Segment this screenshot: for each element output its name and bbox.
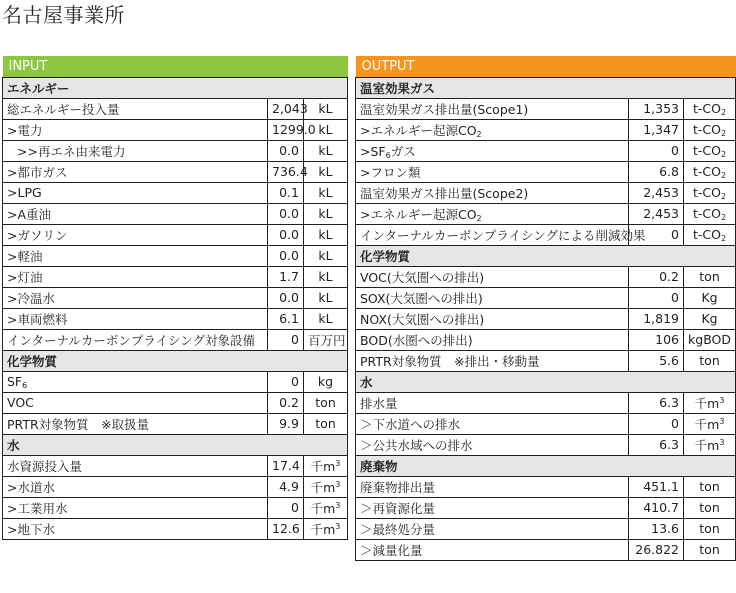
row-unit-superscript: 3 — [719, 437, 725, 447]
row-value: 106 — [629, 329, 684, 350]
table-row — [356, 203, 736, 224]
table-row — [3, 140, 348, 161]
table-row — [356, 413, 736, 434]
row-unit-superscript: 3 — [335, 521, 341, 531]
row-label — [3, 455, 268, 476]
section-row — [356, 371, 736, 392]
row-label-text: >フロン類 — [360, 164, 421, 180]
row-label — [3, 497, 268, 518]
row-unit — [684, 140, 736, 161]
row-label-text: >LPG — [7, 185, 42, 200]
output-header-row — [356, 56, 736, 77]
row-unit-text: t-CO — [692, 121, 721, 137]
row-unit — [304, 329, 348, 350]
row-label-text: NOX(大気圏への排出) — [360, 311, 485, 327]
row-unit-subscript: 2 — [720, 149, 727, 159]
row-unit — [684, 413, 736, 434]
row-unit — [304, 455, 348, 476]
row-unit-text: ton — [699, 269, 720, 284]
row-label-text: >車両燃料 — [7, 311, 68, 327]
row-unit-superscript: 3 — [335, 479, 341, 489]
row-label — [3, 308, 268, 329]
row-unit-subscript: 2 — [720, 191, 727, 201]
row-label-text: SF — [7, 373, 23, 389]
row-unit — [684, 539, 736, 560]
row-label — [3, 287, 268, 308]
section-row — [3, 434, 348, 455]
row-unit — [304, 203, 348, 224]
row-value: 13.6 — [629, 518, 684, 539]
row-label-text: >ガソリン — [7, 227, 68, 243]
row-value: 0.0 — [268, 224, 304, 245]
section-title: 水 — [356, 371, 736, 392]
row-unit-text: kL — [318, 290, 333, 305]
row-label-text: ＞減量化量 — [360, 542, 423, 558]
section-row — [3, 350, 348, 371]
table-row — [3, 518, 348, 539]
row-value: 2,043 — [268, 98, 304, 119]
row-unit-text: ton — [699, 353, 720, 368]
row-unit-text: kL — [318, 311, 333, 326]
row-label — [356, 539, 629, 560]
row-label-text: >エネルギー起源CO — [360, 122, 477, 138]
table-row — [356, 308, 736, 329]
table-row — [3, 245, 348, 266]
row-unit-text: kL — [318, 122, 333, 137]
row-unit-superscript: 3 — [335, 458, 341, 468]
row-unit-text: 千m — [694, 395, 720, 411]
row-value: 0 — [268, 329, 304, 350]
row-unit-text: ton — [315, 416, 336, 431]
row-unit-text: kL — [318, 164, 333, 179]
row-unit — [684, 308, 736, 329]
row-unit-subscript: 2 — [720, 128, 727, 138]
row-unit — [304, 497, 348, 518]
row-label-subscript: 6 — [385, 150, 391, 160]
row-unit — [304, 140, 348, 161]
row-unit-text: ton — [699, 479, 720, 494]
row-label — [3, 392, 268, 413]
row-unit-text: t-CO — [692, 226, 721, 242]
row-unit — [684, 182, 736, 203]
row-unit — [304, 224, 348, 245]
row-value: 2,453 — [629, 203, 684, 224]
row-unit-text: ton — [699, 521, 720, 536]
row-label — [356, 140, 629, 161]
table-row — [356, 182, 736, 203]
row-label — [356, 287, 629, 308]
row-unit-subscript: 2 — [720, 107, 727, 117]
row-value: 0.2 — [268, 392, 304, 413]
row-label-text: 水資源投入量 — [7, 458, 83, 474]
row-label — [3, 476, 268, 497]
row-unit-subscript: 2 — [720, 212, 727, 222]
row-value: 1,347 — [629, 119, 684, 140]
row-unit-text: kL — [318, 269, 333, 284]
row-unit — [304, 308, 348, 329]
row-label — [3, 140, 268, 161]
section-title: 廃棄物 — [356, 455, 736, 476]
row-unit — [684, 476, 736, 497]
row-unit — [304, 245, 348, 266]
row-label-text: SOX(大気圏への排出) — [360, 290, 483, 306]
row-label-text: 温室効果ガス排出量(Scope2) — [360, 185, 529, 201]
row-value: 2,453 — [629, 182, 684, 203]
row-value: 5.6 — [629, 350, 684, 371]
table-row — [3, 413, 348, 434]
row-value: 4.9 — [268, 476, 304, 497]
row-label-text: >>再エネ由来電力 — [17, 143, 126, 159]
table-row — [356, 539, 736, 560]
table-row — [356, 497, 736, 518]
row-label — [356, 476, 629, 497]
row-unit — [304, 98, 348, 119]
row-label-text: 排水量 — [360, 395, 398, 411]
row-unit — [304, 392, 348, 413]
row-value: 410.7 — [629, 497, 684, 518]
row-label-text: >水道水 — [7, 479, 55, 495]
row-unit — [684, 287, 736, 308]
section-row — [356, 455, 736, 476]
row-unit — [684, 329, 736, 350]
row-label-text: インターナルカーボンプライシングによる削減効果 — [360, 227, 646, 243]
row-unit-text: kL — [318, 248, 333, 263]
row-unit-text: kL — [318, 101, 333, 116]
row-label-text: VOC — [7, 395, 34, 410]
row-value: 6.3 — [629, 434, 684, 455]
table-row — [356, 224, 736, 245]
row-unit-text: 千m — [310, 479, 336, 495]
row-label-text: ＞最終処分量 — [360, 521, 436, 537]
row-unit-text: 百万円 — [308, 332, 346, 348]
row-label-text: >電力 — [7, 122, 43, 138]
input-header-row — [3, 56, 348, 77]
row-unit-text: 千m — [310, 458, 336, 474]
table-row — [356, 161, 736, 182]
row-value: 451.1 — [629, 476, 684, 497]
table-row — [356, 518, 736, 539]
row-unit-text: 千m — [310, 500, 336, 516]
row-label — [3, 518, 268, 539]
table-row — [3, 455, 348, 476]
row-unit-text: ton — [315, 395, 336, 410]
row-value: 0 — [629, 140, 684, 161]
row-value: 1299.0 — [268, 119, 304, 140]
row-label-text: >A重油 — [7, 206, 52, 222]
row-value: 17.4 — [268, 455, 304, 476]
row-label-text: VOC(大気圏への排出) — [360, 269, 485, 285]
row-label — [3, 413, 268, 434]
row-unit-text: kgBOD — [688, 332, 732, 347]
row-label-text: PRTR対象物質 ※排出・移動量 — [360, 353, 540, 369]
section-row — [3, 77, 348, 98]
table-row — [356, 434, 736, 455]
row-label-text: ＞再資源化量 — [360, 500, 436, 516]
row-unit-text: kL — [318, 227, 333, 242]
input-header: INPUT — [3, 56, 348, 77]
input-table — [2, 56, 348, 540]
row-label — [356, 497, 629, 518]
row-label — [356, 203, 629, 224]
row-unit-text: t-CO — [692, 205, 721, 221]
table-row — [3, 308, 348, 329]
row-label — [3, 119, 268, 140]
row-label — [3, 329, 268, 350]
row-label-text: 温室効果ガス排出量(Scope1) — [360, 101, 529, 117]
row-label — [356, 266, 629, 287]
row-label-text: >都市ガス — [7, 164, 68, 180]
table-row — [3, 329, 348, 350]
row-unit-superscript: 3 — [335, 500, 341, 510]
row-unit-text: 千m — [694, 416, 720, 432]
row-unit-text: 千m — [694, 437, 720, 453]
output-header: OUTPUT — [356, 56, 736, 77]
row-label-subscript: 2 — [476, 213, 482, 223]
table-row — [356, 329, 736, 350]
row-label-subscript: 6 — [22, 380, 28, 390]
row-label-text: >工業用水 — [7, 500, 68, 516]
row-unit-text: Kg — [701, 311, 718, 326]
row-value: 6.3 — [629, 392, 684, 413]
row-unit — [684, 392, 736, 413]
row-unit — [684, 434, 736, 455]
row-label — [356, 329, 629, 350]
row-unit-superscript: 3 — [719, 416, 725, 426]
row-value: 0.0 — [268, 287, 304, 308]
row-value: 6.1 — [268, 308, 304, 329]
row-unit — [684, 224, 736, 245]
table-row — [356, 119, 736, 140]
section-title: 化学物質 — [356, 245, 736, 266]
table-row — [3, 476, 348, 497]
row-unit — [684, 497, 736, 518]
table-row — [356, 350, 736, 371]
table-row — [3, 119, 348, 140]
row-value: 0.0 — [268, 140, 304, 161]
row-unit-text: kg — [317, 374, 334, 389]
row-label-text: 廃棄物排出量 — [360, 479, 436, 495]
row-unit-text: t-CO — [692, 100, 721, 116]
row-unit — [684, 161, 736, 182]
row-label — [356, 98, 629, 119]
row-unit-text: ton — [699, 500, 720, 515]
section-title: 化学物質 — [3, 350, 348, 371]
row-unit — [304, 287, 348, 308]
row-value: 1,353 — [629, 98, 684, 119]
row-label — [356, 308, 629, 329]
row-unit-text: ton — [699, 542, 720, 557]
row-label — [356, 350, 629, 371]
row-label — [3, 161, 268, 182]
table-row — [356, 140, 736, 161]
row-value: 1.7 — [268, 266, 304, 287]
row-label-text: >地下水 — [7, 521, 55, 537]
row-unit-text: kL — [318, 185, 333, 200]
row-value: 0 — [629, 413, 684, 434]
row-value: 0 — [268, 497, 304, 518]
row-value: 0.2 — [629, 266, 684, 287]
table-row — [3, 392, 348, 413]
row-label — [356, 182, 629, 203]
row-value: 0 — [629, 224, 684, 245]
table-row — [356, 392, 736, 413]
row-unit-superscript: 3 — [719, 395, 725, 405]
row-value: 0.0 — [268, 245, 304, 266]
row-unit-text: Kg — [701, 290, 718, 305]
row-label — [3, 203, 268, 224]
row-label-text: インターナルカーボンプライシング対象設備 — [7, 332, 255, 348]
table-row — [356, 476, 736, 497]
row-label — [356, 518, 629, 539]
table-row — [356, 287, 736, 308]
row-label — [356, 161, 629, 182]
table-row — [3, 266, 348, 287]
row-label-subscript: 2 — [476, 129, 482, 139]
row-unit — [304, 518, 348, 539]
row-unit-text: t-CO — [692, 163, 721, 179]
row-unit — [684, 266, 736, 287]
section-row — [356, 77, 736, 98]
row-value: 0 — [268, 371, 304, 392]
row-value: 736.4 — [268, 161, 304, 182]
row-unit — [684, 98, 736, 119]
row-label-text: 総エネルギー投入量 — [7, 101, 120, 117]
row-label — [356, 413, 629, 434]
row-unit-text: 千m — [310, 521, 336, 537]
row-label-text: >エネルギー起源CO — [360, 206, 477, 222]
row-label-text: >灯油 — [7, 269, 43, 285]
table-row — [356, 266, 736, 287]
row-unit-text: t-CO — [692, 142, 721, 158]
row-unit-text: t-CO — [692, 184, 721, 200]
row-unit — [304, 371, 348, 392]
row-unit — [304, 266, 348, 287]
row-unit-subscript: 2 — [720, 170, 727, 180]
row-label — [356, 392, 629, 413]
row-value: 1,819 — [629, 308, 684, 329]
row-value: 26.822 — [629, 539, 684, 560]
section-title: エネルギー — [3, 77, 348, 98]
row-unit — [304, 182, 348, 203]
table-row — [3, 182, 348, 203]
row-unit-subscript: 2 — [720, 233, 727, 243]
section-row — [356, 245, 736, 266]
row-unit — [684, 119, 736, 140]
page-title: 名古屋事業所 — [2, 3, 125, 27]
table-row — [3, 98, 348, 119]
table-row — [3, 371, 348, 392]
row-unit — [304, 476, 348, 497]
row-unit — [304, 161, 348, 182]
row-label — [3, 245, 268, 266]
table-row — [3, 287, 348, 308]
row-label-text: BOD(水圏への排出) — [360, 332, 473, 348]
row-label — [3, 182, 268, 203]
row-unit — [304, 413, 348, 434]
row-unit — [684, 518, 736, 539]
row-unit — [684, 350, 736, 371]
row-unit-text: kL — [318, 143, 333, 158]
table-row — [3, 224, 348, 245]
row-label-text: PRTR対象物質 ※取扱量 — [7, 416, 150, 432]
row-value: 0.1 — [268, 182, 304, 203]
row-label — [356, 224, 646, 245]
output-table — [355, 56, 736, 561]
section-title: 水 — [3, 434, 348, 455]
table-row — [356, 98, 736, 119]
row-value: 6.8 — [629, 161, 684, 182]
row-label-suffix: ガス — [390, 143, 416, 159]
row-label — [356, 119, 629, 140]
row-label-text: >冷温水 — [7, 290, 55, 306]
row-label — [356, 434, 629, 455]
row-label-text: ＞下水道への排水 — [360, 416, 461, 432]
row-label — [3, 224, 268, 245]
row-value: 0.0 — [268, 203, 304, 224]
row-label-text: ＞公共水域への排水 — [360, 437, 473, 453]
row-label — [3, 98, 268, 119]
row-unit-text: kL — [318, 206, 333, 221]
section-title: 温室効果ガス — [356, 77, 736, 98]
row-unit — [684, 203, 736, 224]
row-label — [3, 371, 268, 392]
row-value: 0 — [629, 287, 684, 308]
row-label — [3, 266, 268, 287]
row-label-text: >SF — [360, 143, 386, 159]
row-value: 12.6 — [268, 518, 304, 539]
table-row — [3, 497, 348, 518]
row-value: 9.9 — [268, 413, 304, 434]
table-row — [3, 161, 348, 182]
row-label-text: >軽油 — [7, 248, 43, 264]
table-row — [3, 203, 348, 224]
